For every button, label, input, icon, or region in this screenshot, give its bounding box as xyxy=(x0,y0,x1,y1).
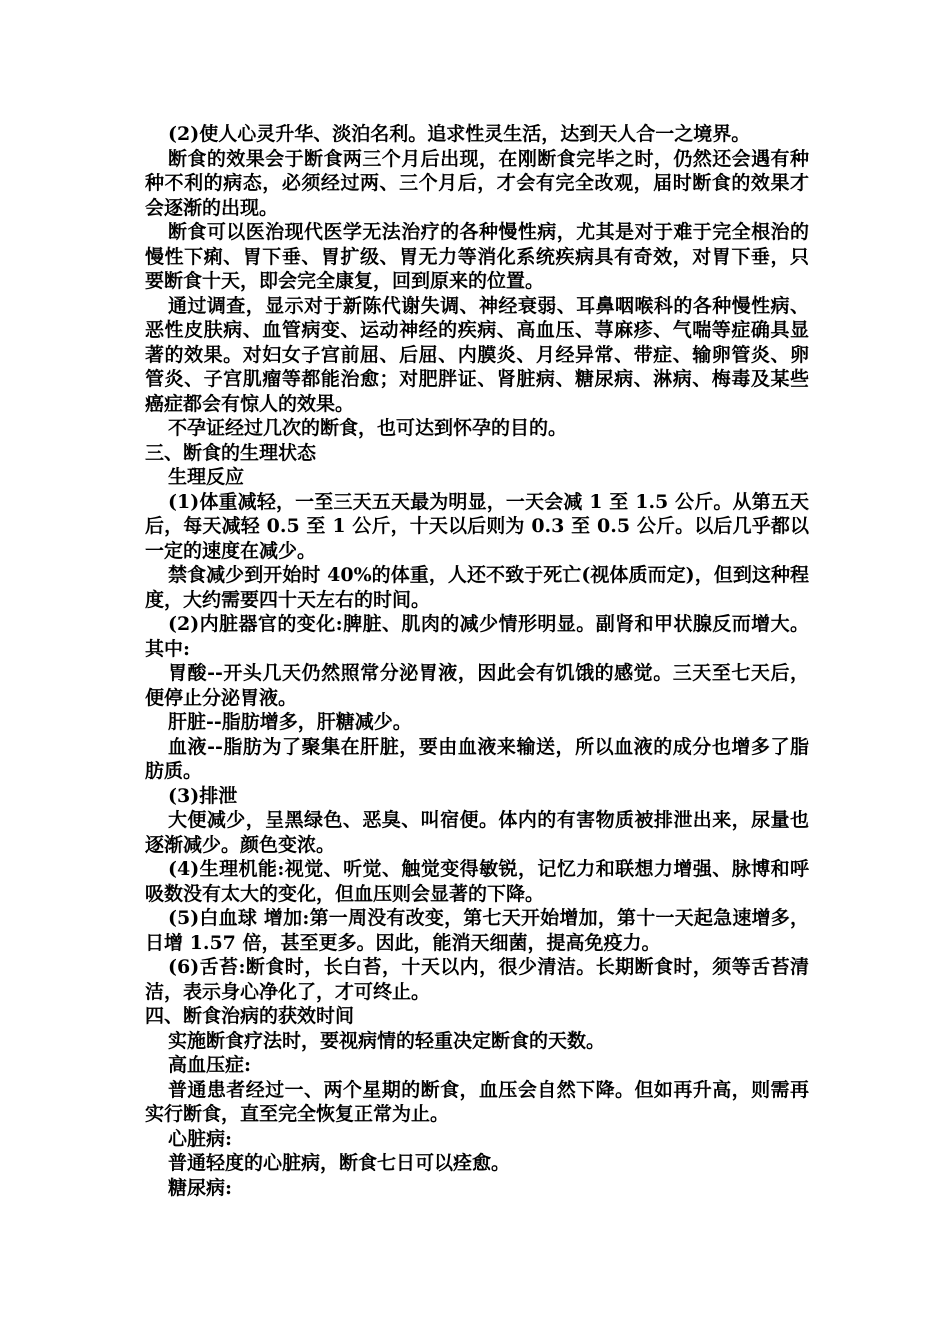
subheading: 生理反应 xyxy=(168,466,245,488)
document-body xyxy=(145,122,809,1200)
paragraph: (2)使人心灵升华、淡泊名利。追求性灵生活，达到天人合一之境界。 xyxy=(168,123,751,145)
paragraph: (2)内脏器官的变化:脾脏、肌肉的减少情形明显。副肾和甲状腺反而增大。其中: xyxy=(145,613,809,660)
paragraph: (4)生理机能:视觉、听觉、触觉变得敏锐，记忆力和联想力增强、脉博和呼吸数没有太大的变化，但血压则会显著的下降。 xyxy=(145,858,809,905)
paragraph: (5)白血球 增加:第一周没有改变，第七天开始增加，第十一天起急速增多，日增 1.57 倍，甚至更多。因此，能消天细菌，提高免疫力。 xyxy=(145,907,809,954)
subheading: 糖尿病: xyxy=(168,1176,233,1199)
subheading: 心脏病: xyxy=(168,1127,233,1150)
paragraph: 普通轻度的心脏病，断食七日可以痊愈。 xyxy=(168,1152,511,1174)
paragraph: 大便减少，呈黑绿色、恶臭、叫宿便。体内的有害物质被排泄出来，尿量也逐渐减少。颜色变浓。 xyxy=(145,809,809,856)
paragraph: 肝脏--脂肪增多，肝糖减少。 xyxy=(168,711,412,733)
subheading: 高血压症: xyxy=(168,1054,252,1076)
paragraph: 实施断食疗法时，要视病情的轻重决定断食的天数。 xyxy=(168,1029,606,1052)
paragraph: 断食的效果会于断食两三个月后出现，在刚断食完毕之时，仍然还会遇有种种不利的病态，必须经过两、三个月后，才会有完全改观，届时断食的效果才会逐渐的出现。 xyxy=(145,147,809,219)
paragraph: 普通患者经过一、两个星期的断食，血压会自然下降。但如再升高，则需再实行断食，直至完全恢复正常为止。 xyxy=(145,1078,809,1125)
paragraph: 断食可以医治现代医学无法治疗的各种慢性病，尤其是对于难于完全根治的慢性下痢、胃下垂、胃扩级、胃无力等消化系统疾病具有奇效，对胃下垂，只要断食十天，即会完全康复，回到原来的位置。 xyxy=(145,221,809,292)
paragraph: (1)体重减轻，一至三天五天最为明显，一天会减 1 至 1.5 公斤。从第五天后，每天减轻 0.5 至 1 公斤，十天以后则为 0.3 至 0.5 公斤。以后几乎都以一定的速度在减少。 xyxy=(145,490,809,562)
paragraph: (6)舌苔:断食时，长白苔，十天以内，很少清洁。长期断食时，须等舌苔清洁，表示身心净化了，才可终止。 xyxy=(145,956,809,1003)
subheading: (3)排泄 xyxy=(168,784,238,807)
paragraph: 胃酸--开头几天仍然照常分泌胃液，因此会有饥饿的感觉。三天至七天后，便停止分泌胃液。 xyxy=(145,662,809,709)
paragraph: 禁食减少到开始时 40%的体重，人还不致于死亡(视体质而定)，但到这种程度，大约需要四十天左右的时间。 xyxy=(145,564,809,611)
paragraph: 通过调查，显示对于新陈代谢失调、神经衰弱、耳鼻咽喉科的各种慢性病、恶性皮肤病、血管病变、运动神经的疾病、高血压、荨麻疹、气喘等症确具显著的效果。对妇女子宫前屈、后屈、内膜炎、月经异常、带症、输卵管炎、卵管炎、子宫肌瘤等都能治愈；对肥胖证、肾脏病、糖尿病、淋病、梅毒及某些癌症都会有惊人的效果。 xyxy=(145,294,809,415)
paragraph: 不孕证经过几次的断食，也可达到怀孕的目的。 xyxy=(168,417,568,439)
paragraph: 血液--脂肪为了聚集在肝脏，要由血液来输送，所以血液的成分也增多了脂肪质。 xyxy=(145,735,809,782)
section-heading: 三、断食的生理状态 xyxy=(145,441,317,464)
section-heading: 四、断食治病的获效时间 xyxy=(145,1005,355,1027)
